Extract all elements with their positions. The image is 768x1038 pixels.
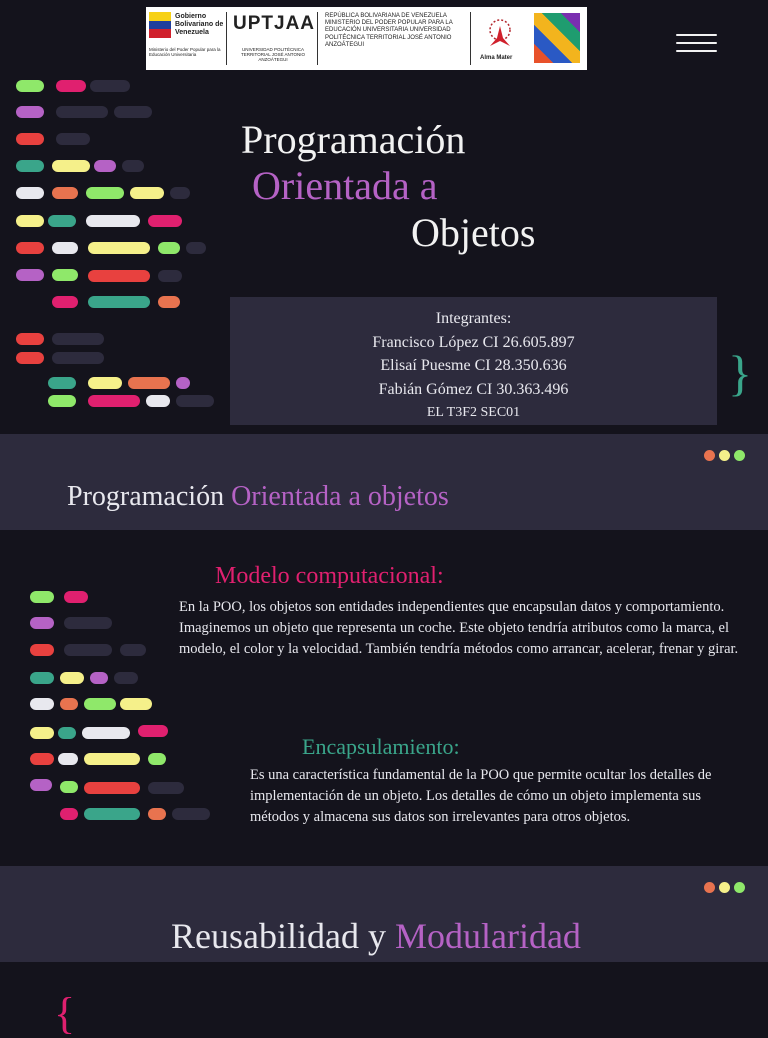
gov-sublabel: Ministerio del Poder Popular para la Educación Universitaria <box>149 47 221 57</box>
section-title-white: Programación <box>67 481 232 512</box>
window-dots-icon <box>700 880 745 898</box>
members-heading: Integrantes: <box>435 310 512 327</box>
gov-label: Gobierno Bolivariano de Venezuela <box>175 13 224 36</box>
hero-title-line2: Orientada a <box>252 163 438 208</box>
brace-decoration: { <box>54 989 76 1038</box>
member-item: Elisaí Puesme CI 28.350.636 <box>380 357 567 374</box>
members-card <box>230 297 717 425</box>
alma-mater-label: Alma Mater <box>480 55 513 61</box>
section-title <box>171 916 581 956</box>
section-title-accent: Orientada a objetos <box>231 481 449 512</box>
hero-title-line1: Programación <box>241 117 466 162</box>
divider <box>317 12 318 65</box>
member-item: Francisco López CI 26.605.897 <box>372 333 575 351</box>
section-header-oop <box>0 434 768 530</box>
member-item: Fabián Gómez CI 30.363.496 <box>378 380 569 398</box>
mosaic-logo-icon <box>534 13 580 63</box>
encapsulamiento-heading: Encapsulamiento: <box>302 734 460 759</box>
hero-title-line3: Objetos <box>411 210 536 255</box>
section-title <box>67 480 449 514</box>
uptjaa-logo: UPTJAA <box>233 13 316 34</box>
section-title-white: Reusabilidad y <box>171 916 395 956</box>
section-title-accent: Modularidad <box>394 916 581 956</box>
hamburger-menu-icon[interactable] <box>676 34 717 56</box>
section-header-reuse <box>0 866 768 962</box>
uptjaa-sublabel: UNIVERSIDAD POLITÉCNICA TERRITORIAL JOSÉ ANTONIO ANZOÁTEGUI <box>241 47 305 62</box>
encapsulamiento-paragraph: Es una característica fundamental de la POO que permite ocultar los detalles de implementación de un objeto. Los detalles de cómo un objeto implementa sus métodos y almacena sus datos son irrelevantes para otros objetos. <box>250 767 712 825</box>
section-code: EL T3F2 SEC01 <box>426 405 521 420</box>
modelo-heading: Modelo computacional: <box>215 563 444 589</box>
divider <box>470 12 471 65</box>
brace-decoration: } <box>728 345 752 401</box>
modelo-paragraph: En la POO, los objetos son entidades independientes que encapsulan datos y comportamiento. Imaginemos un objeto que representa un coche. Este objeto tendría atributos como la marca, el modelo, el color y la velocidad. También tendría métodos como arrancar, acelerar, frenar y girar. <box>179 599 739 657</box>
code-decoration-top <box>0 0 230 420</box>
window-dots-icon <box>700 448 745 466</box>
institution-text: REPÚBLICA BOLIVARIANA DE VENEZUELA MINISTERIO DEL PODER POPULAR PARA LA EDUCACIÓN UNIVERSITARIA UNIVERSIDAD POLITÉCNICA TERRITORIAL JOSÉ ANTONIO ANZOÁTEGUI <box>325 13 453 48</box>
